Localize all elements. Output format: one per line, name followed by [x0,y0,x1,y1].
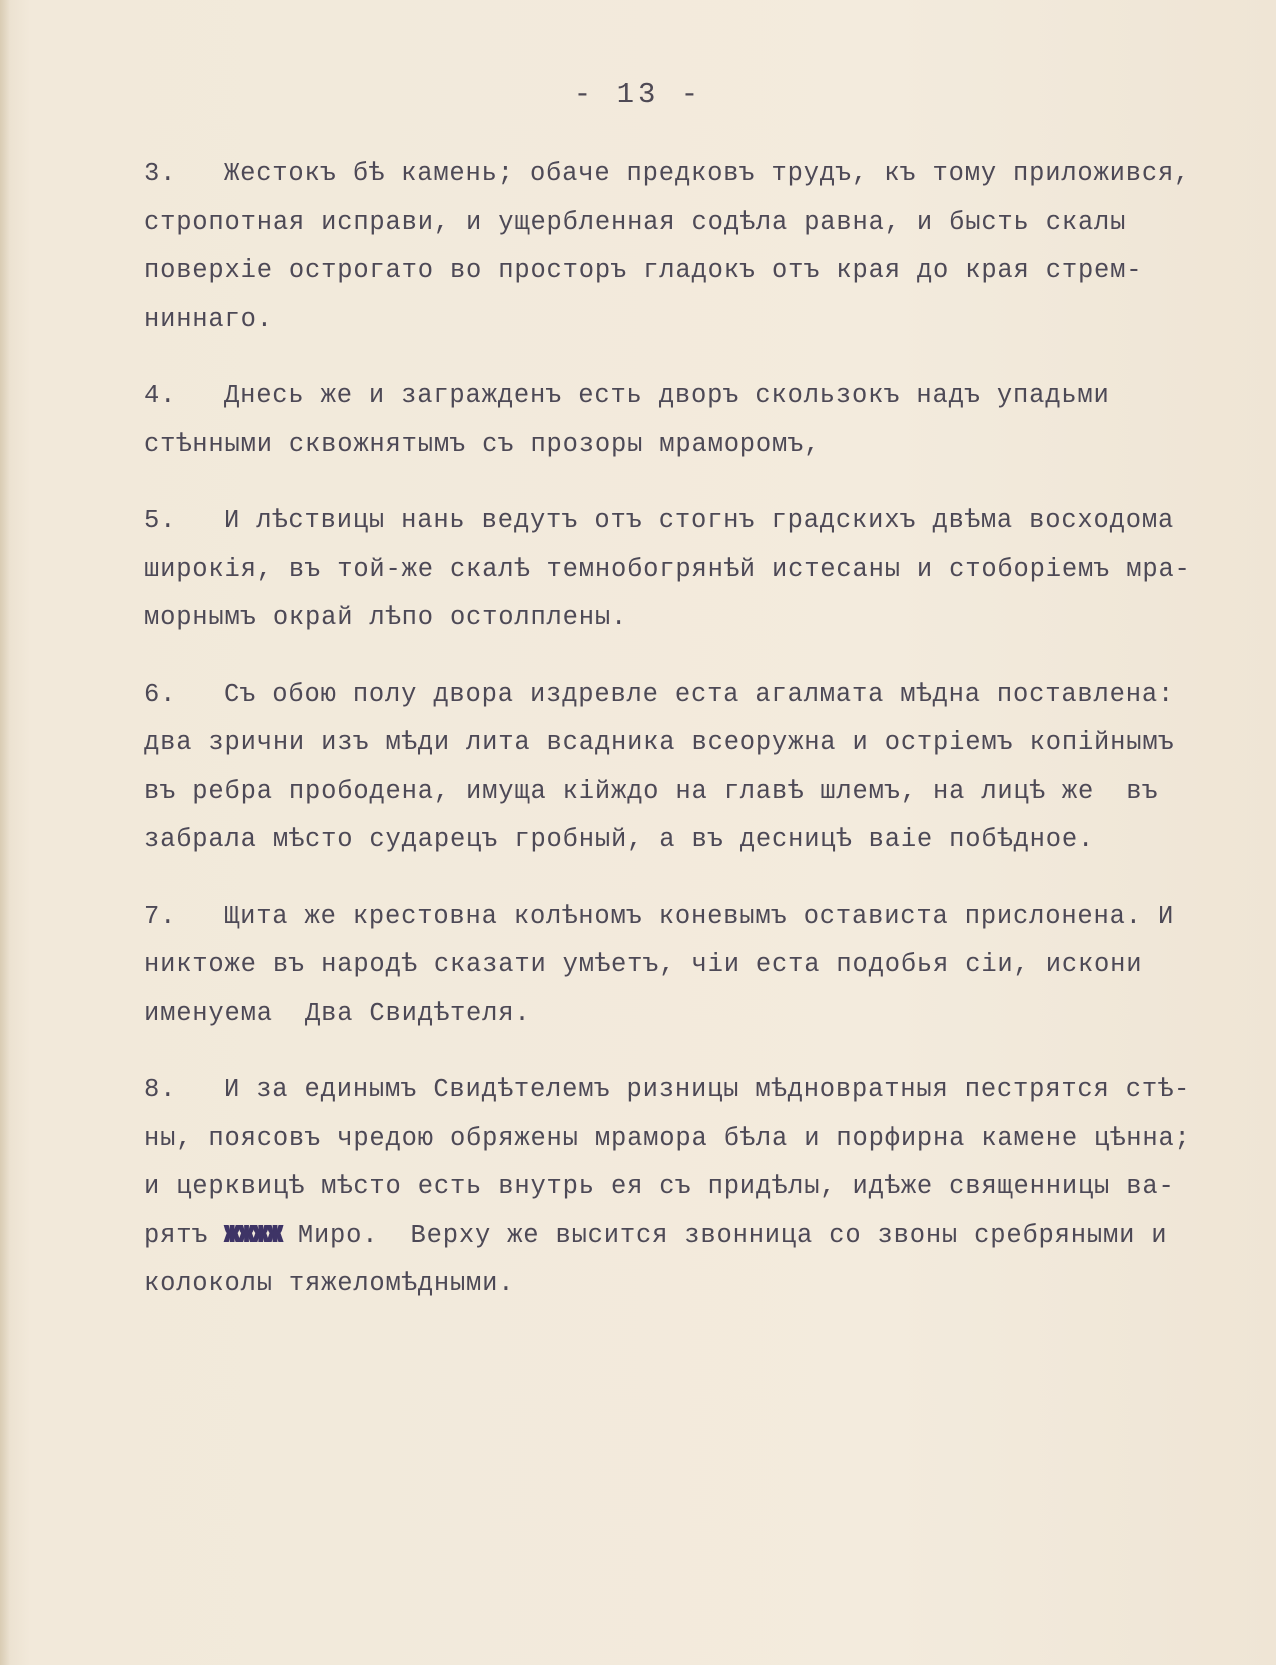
line-text: Щита же крестовна колѣномъ коневымъ остависта прислонена. И [224,901,1175,931]
paragraph-5 [144,497,1239,643]
text-line: стропотная исправи, и ущербленная содѣла равна, и бысть скалы [144,207,1127,237]
struck-out-text: ЖЖЖЖ [224,1220,282,1250]
paragraph-3 [144,150,1239,344]
text-line: колоколы тяжеломѣдными. [144,1269,515,1298]
paragraph-number: 4. [144,381,177,410]
text-line: морнымъ окрай лѣпо остолплены. [144,603,628,632]
text-line [144,150,1239,199]
text-line: стѣнными сквожнятымъ съ прозоры мраморомъ, [144,429,821,459]
line-suffix: Миро. Верху же высится звонница со звоны сребряными и [281,1220,1168,1250]
page-edge-shadow [0,0,10,1665]
text-line: и церквицѣ мѣсто есть внутрь ея съ придѣлы, идѣже священницы ва- [144,1172,1175,1201]
paragraph-number: 7. [144,901,177,931]
line-text: Съ обою полу двора издревле еста агалмата мѣдна поставлена: [224,679,1175,709]
text-line: никтоже въ народѣ сказати умѣетъ, чіи еста подобья сіи, искони [144,950,1143,979]
paragraph-8 [144,1066,1239,1309]
paragraph-number: 3. [144,159,177,188]
text-line [144,372,1239,421]
text-line: въ ребра прободена, имуща кійждо на главѣ шлемъ, на лицѣ же въ [144,776,1159,806]
paragraph-4 [144,372,1239,469]
page-number: - 13 - [573,78,703,111]
text-line: забрала мѣсто сударецъ гробный, а въ десницѣ ваіе побѣдное. [144,825,1095,854]
paragraph-6 [144,671,1239,865]
document-body [144,150,1239,1337]
text-line: широкія, въ той-же скалѣ темнобогрянѣй истесаны и стоборіемъ мра- [144,554,1191,584]
text-line: поверхіе острогато во просторъ гладокъ отъ края до края стрем- [144,256,1143,285]
text-line [144,1066,1239,1115]
text-line [144,671,1239,720]
line-text: Жестокъ бѣ камень; обаче предковъ трудъ, къ тому приложився, [224,159,1191,188]
text-line: два зрични изъ мѣди лита всадника всеоружна и остріемъ копійнымъ [144,728,1175,757]
text-line: ниннаго. [144,304,273,334]
line-text: И лѣствицы нань ведутъ отъ стогнъ градскихъ двѣма восходома [224,506,1175,535]
text-line [144,893,1239,942]
text-line: именуема Два Свидѣтеля. [144,998,531,1028]
paragraph-number: 5. [144,506,177,535]
paragraph-number: 6. [144,679,177,709]
line-text: Днесь же и загражденъ есть дворъ скользокъ надъ упадьми [224,381,1110,410]
paragraph-number: 8. [144,1075,177,1104]
line-text: И за единымъ Свидѣтелемъ ризницы мѣдновратныя пестрятся стѣ- [224,1075,1191,1104]
text-line [144,1212,1239,1261]
line-prefix: рятъ [144,1220,225,1250]
text-line [144,497,1239,546]
paragraph-7 [144,893,1239,1039]
text-line: ны, поясовъ чредою обряжены мрамора бѣла и порфирна камене цѣнна; [144,1123,1191,1153]
